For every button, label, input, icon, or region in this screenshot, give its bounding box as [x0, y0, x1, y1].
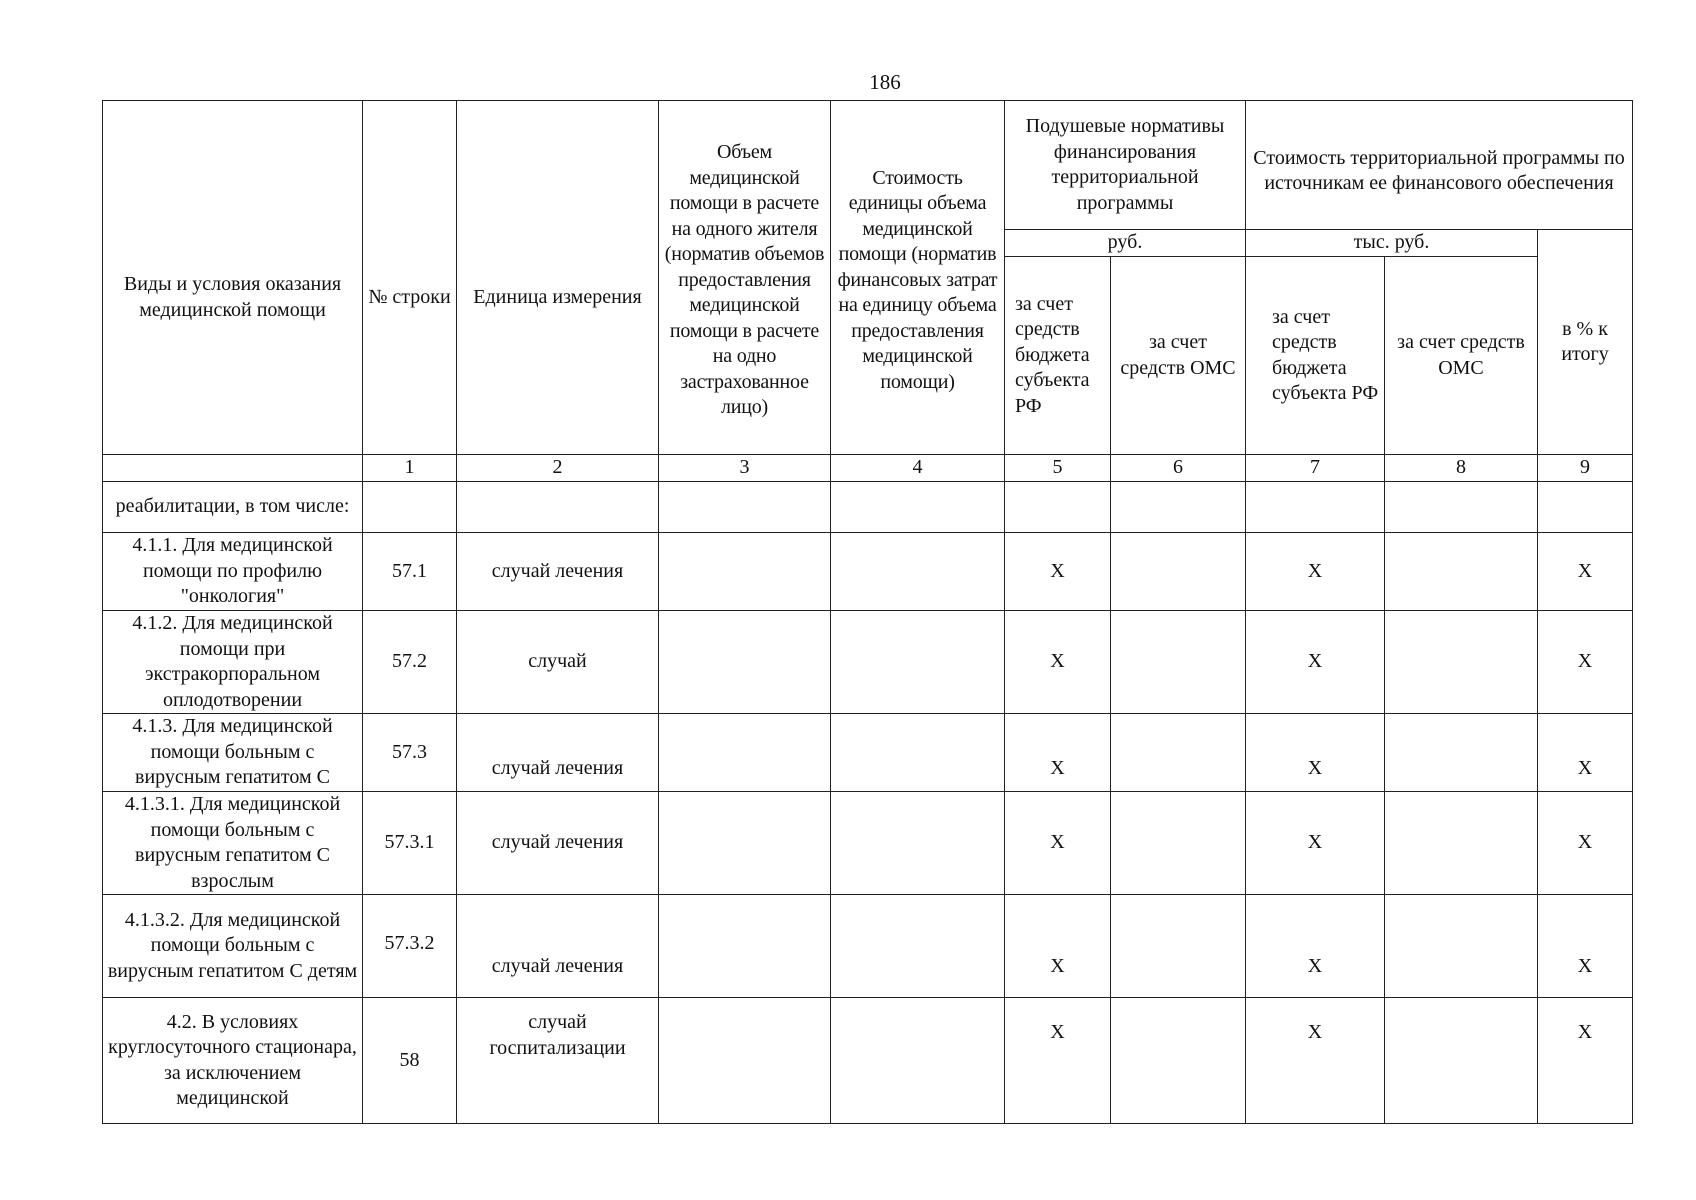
row-percent-total: Х	[1538, 714, 1633, 792]
row-unit: случай лечения	[457, 533, 659, 611]
row-number: 57.3.2	[363, 895, 457, 998]
row-per-capita-budget: Х	[1005, 533, 1111, 611]
row-per-capita-oms	[1111, 895, 1246, 998]
row-unit: случай лечения	[457, 895, 659, 998]
row-cost-oms	[1385, 998, 1538, 1124]
header-per-capita-oms: за счет средств ОМС	[1111, 257, 1246, 455]
header-per-capita-standards: Подушевые нормативы финансирования территориальной программы	[1005, 101, 1246, 230]
table-row	[103, 895, 1633, 998]
row-cost-oms	[1385, 533, 1538, 611]
row-care-type: 4.1.3.1. Для медицинской помощи больным с вирусным гепатитом С взрослым	[103, 792, 363, 895]
row-unit: случай лечения	[457, 714, 659, 792]
row-volume	[659, 998, 831, 1124]
row-percent-total: Х	[1538, 895, 1633, 998]
row-per-capita-oms	[1111, 611, 1246, 714]
header-cost-budget: за счет средств бюджета субъекта РФ	[1246, 257, 1385, 455]
row-volume	[659, 482, 831, 533]
page-number: 186	[869, 70, 901, 94]
column-number: 4	[831, 455, 1005, 482]
row-cost-budget: Х	[1246, 611, 1385, 714]
header-row-number: № строки	[363, 101, 457, 455]
row-per-capita-budget: Х	[1005, 792, 1111, 895]
row-unit: случай лечения	[457, 792, 659, 895]
row-volume	[659, 792, 831, 895]
header-program-cost: Стоимость территориальной программы по источникам ее финансового обеспечения	[1246, 101, 1633, 230]
header-volume: Объем медицинской помощи в расчете на одного жителя (норматив объемов предоставления медицинской помощи в расчете на одно застрахованное лицо)	[659, 101, 831, 455]
row-per-capita-budget: Х	[1005, 611, 1111, 714]
row-unit-cost	[831, 714, 1005, 792]
row-per-capita-oms	[1111, 792, 1246, 895]
row-cost-oms	[1385, 792, 1538, 895]
row-number	[363, 482, 457, 533]
row-percent-total: Х	[1538, 998, 1633, 1124]
row-cost-budget: Х	[1246, 998, 1385, 1124]
column-number: 3	[659, 455, 831, 482]
row-per-capita-budget: Х	[1005, 998, 1111, 1124]
row-per-capita-oms	[1111, 533, 1246, 611]
row-care-type: реабилитации, в том числе:	[103, 482, 363, 533]
row-care-type: 4.1.2. Для медицинской помощи при экстракорпоральном оплодотворении	[103, 611, 363, 714]
row-cost-budget: Х	[1246, 533, 1385, 611]
header-percent-total: в % к итогу	[1538, 230, 1633, 455]
header-unit: Единица измерения	[457, 101, 659, 455]
row-unit-cost	[831, 482, 1005, 533]
row-unit: случай госпитализации	[457, 998, 659, 1124]
column-number: 7	[1246, 455, 1385, 482]
column-numbers-row	[103, 455, 1633, 482]
column-number: 9	[1538, 455, 1633, 482]
column-number: 6	[1111, 455, 1246, 482]
row-cost-oms	[1385, 482, 1538, 533]
row-unit-cost	[831, 998, 1005, 1124]
row-per-capita-budget: Х	[1005, 714, 1111, 792]
table-row	[103, 482, 1633, 533]
header-unit-rub: руб.	[1005, 230, 1246, 257]
row-number: 57.3.1	[363, 792, 457, 895]
column-number: 5	[1005, 455, 1111, 482]
column-number-empty	[103, 455, 363, 482]
row-cost-budget: Х	[1246, 792, 1385, 895]
row-volume	[659, 533, 831, 611]
header-per-capita-budget: за счет средств бюджета субъекта РФ	[1005, 257, 1111, 455]
table-row	[103, 998, 1633, 1124]
header-unit-cost: Стоимость единицы объема медицинской помощи (норматив финансовых затрат на единицу объема предоставления медицинской помощи)	[831, 101, 1005, 455]
row-unit-cost	[831, 611, 1005, 714]
column-number: 2	[457, 455, 659, 482]
table-row	[103, 792, 1633, 895]
row-per-capita-budget: Х	[1005, 895, 1111, 998]
row-cost-budget	[1246, 482, 1385, 533]
row-volume	[659, 895, 831, 998]
row-percent-total: Х	[1538, 533, 1633, 611]
row-cost-oms	[1385, 714, 1538, 792]
row-unit-cost	[831, 895, 1005, 998]
table-row	[103, 533, 1633, 611]
row-number: 57.2	[363, 611, 457, 714]
column-number: 1	[363, 455, 457, 482]
row-cost-oms	[1385, 895, 1538, 998]
medical-care-cost-table	[102, 100, 1633, 1124]
row-care-type: 4.1.3.2. Для медицинской помощи больным с вирусным гепатитом С детям	[103, 895, 363, 998]
header-cost-oms: за счет средств ОМС	[1385, 257, 1538, 455]
row-percent-total	[1538, 482, 1633, 533]
row-care-type: 4.2. В условиях круглосуточного стационара, за исключением медицинской	[103, 998, 363, 1124]
row-unit-cost	[831, 533, 1005, 611]
column-number: 8	[1385, 455, 1538, 482]
row-care-type: 4.1.1. Для медицинской помощи по профилю "онкология"	[103, 533, 363, 611]
row-per-capita-oms	[1111, 998, 1246, 1124]
header-row-groups	[103, 101, 1633, 230]
row-volume	[659, 714, 831, 792]
header-unit-thousand-rub: тыс. руб.	[1246, 230, 1538, 257]
row-care-type: 4.1.3. Для медицинской помощи больным с вирусным гепатитом С	[103, 714, 363, 792]
table-row	[103, 714, 1633, 792]
row-unit-cost	[831, 792, 1005, 895]
row-per-capita-budget	[1005, 482, 1111, 533]
table-row	[103, 611, 1633, 714]
header-care-type: Виды и условия оказания медицинской помощи	[103, 101, 363, 455]
row-per-capita-oms	[1111, 482, 1246, 533]
row-number: 57.3	[363, 714, 457, 792]
row-cost-budget: Х	[1246, 714, 1385, 792]
row-volume	[659, 611, 831, 714]
row-unit	[457, 482, 659, 533]
row-number: 57.1	[363, 533, 457, 611]
row-percent-total: Х	[1538, 611, 1633, 714]
row-unit: случай	[457, 611, 659, 714]
row-cost-oms	[1385, 611, 1538, 714]
row-cost-budget: Х	[1246, 895, 1385, 998]
row-per-capita-oms	[1111, 714, 1246, 792]
row-percent-total: Х	[1538, 792, 1633, 895]
row-number: 58	[363, 998, 457, 1124]
